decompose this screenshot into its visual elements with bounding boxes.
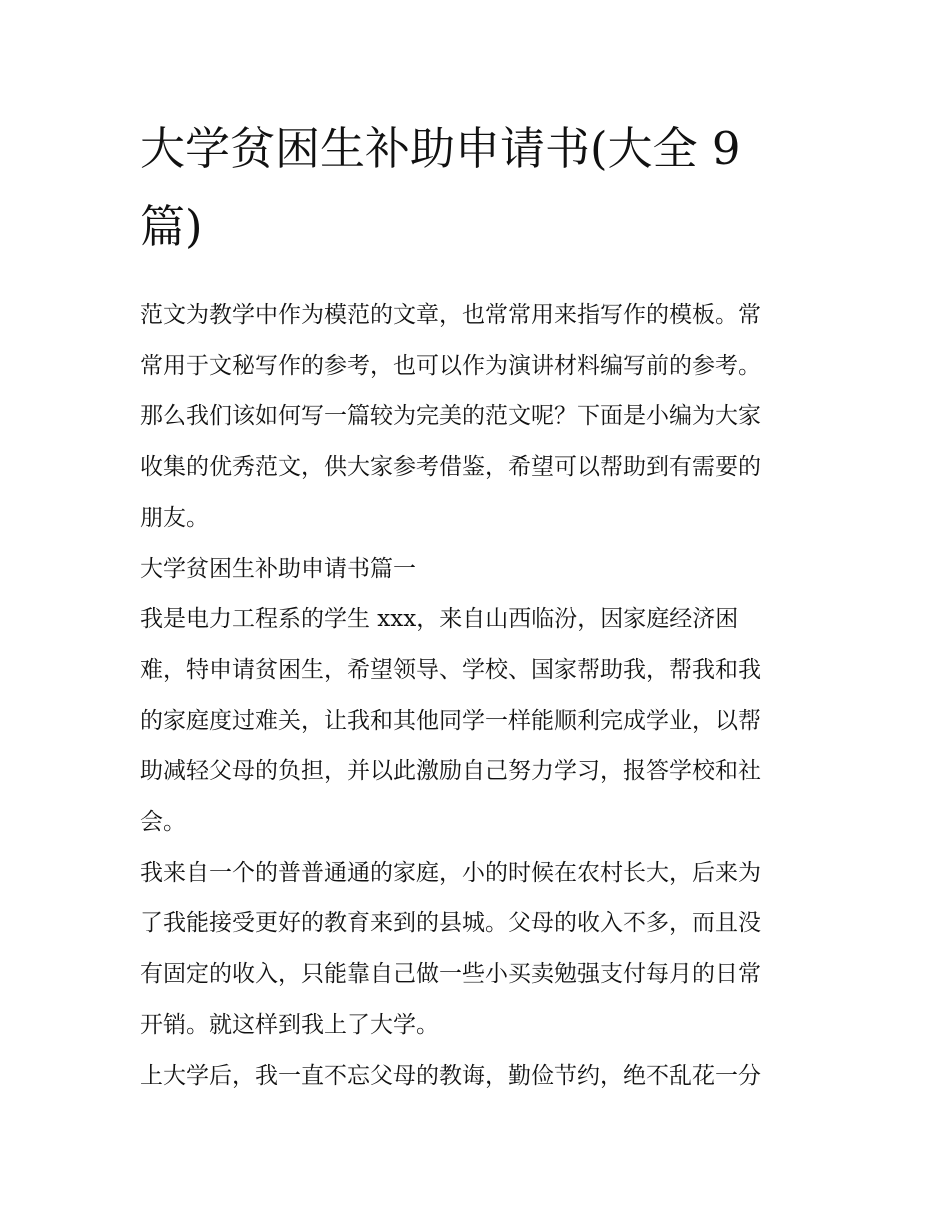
text-line: 难，特申请贫困生，希望领导、学校、国家帮助我，帮我和我 [140,656,761,683]
intro-paragraph [140,290,812,544]
title-line: 篇) [140,200,203,253]
text-line: 会。 [140,809,186,836]
body-paragraph [140,1051,812,1102]
body-paragraph [140,848,812,1051]
text-line: 上大学后，我一直不忘父母的教诲，勤俭节约，绝不乱花一分 [140,1062,761,1089]
text-line: 常用于文秘写作的参考，也可以作为演讲材料编写前的参考。 [140,352,761,379]
text-line: 大学贫困生补助申请书篇一 [140,555,416,582]
text-line: 那么我们该如何写一篇较为完美的范文呢？下面是小编为大家 [140,403,761,430]
body-paragraph [140,594,812,848]
text-line: 朋友。 [140,504,209,531]
document-title [140,110,812,266]
text-line: 了我能接受更好的教育来到的县城。父母的收入不多，而且没 [140,910,761,937]
text-line: 有固定的收入，只能靠自己做一些小买卖勉强支付每月的日常 [140,961,761,988]
text-line: 助减轻父母的负担，并以此激励自己努力学习，报答学校和社 [140,758,761,785]
text-line: 开销。就这样到我上了大学。 [140,1011,439,1038]
text-line: 我来自一个的普普通通的家庭，小的时候在农村长大，后来为 [140,859,761,886]
section-heading [140,544,812,595]
document-page [140,110,812,1101]
title-line: 大学贫困生补助申请书(大全 9 [140,122,741,175]
text-line: 的家庭度过难关，让我和其他同学一样能顺利完成学业，以帮 [140,707,761,734]
text-line: 我是电力工程系的学生 xxx，来自山西临汾，因家庭经济困 [140,606,739,633]
text-line: 范文为教学中作为模范的文章，也常常用来指写作的模板。常 [140,302,761,328]
text-line: 收集的优秀范文，供大家参考借鉴，希望可以帮助到有需要的 [140,454,761,481]
